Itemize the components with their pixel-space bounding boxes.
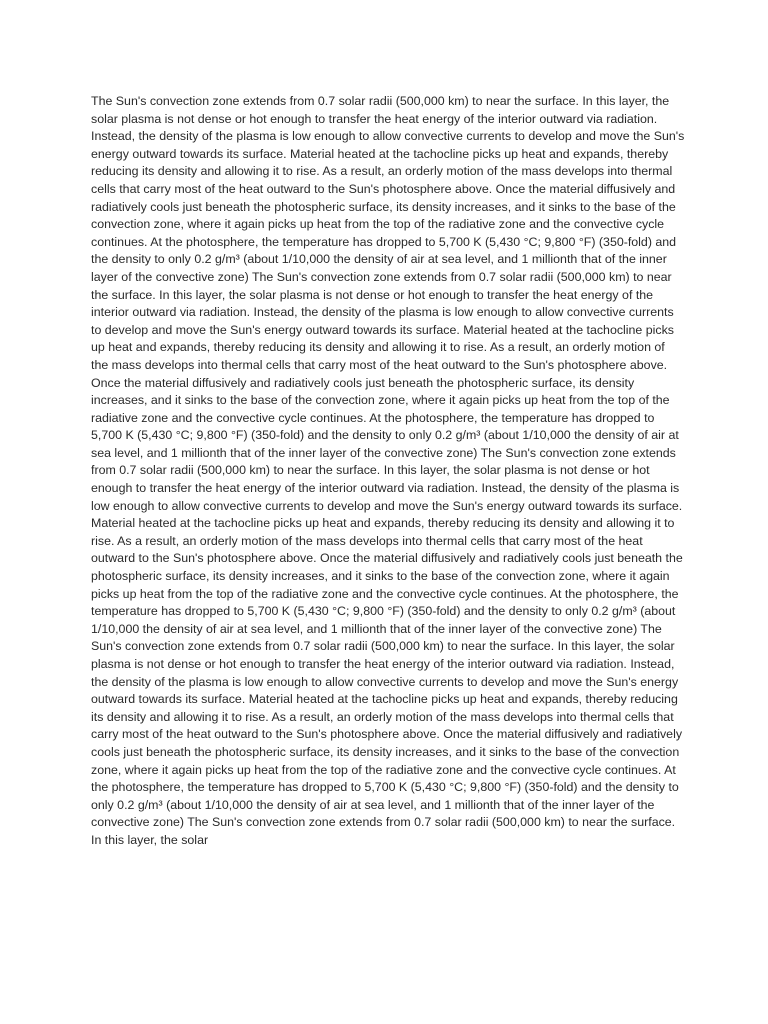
body-paragraph: The Sun's convection zone extends from 0.7 solar radii (500,000 km) to near the surface. In this layer, the solar plasma is not dense or hot enough to transfer the heat energy of the interior outward via radiation. Instead, the density of the plasma is low enough to allow convective currents to develop and move the Sun's energy outward towards its surface. Material heated at the tachocline picks up heat and expands, thereby reducing its density and allowing it to rise. As a result, an orderly motion of the mass develops into thermal cells that carry most of the heat outward to the Sun's photosphere above. Once the material diffusively and radiatively cools just beneath the photospheric surface, its density increases, and it sinks to the base of the convection zone, where it again picks up heat from the top of the radiative zone and the convective cycle continues. At the photosphere, the temperature has dropped to 5,700 K (5,430 °C; 9,800 °F) (350-fold) and the density to only 0.2 g/m³ (about 1/10,000 the density of air at sea level, and 1 millionth that of the inner layer of the convective zone) The Sun's convection zone extends from 0.7 solar radii (500,000 km) to near the surface. In this layer, the solar plasma is not dense or hot enough to transfer the heat energy of the interior outward via radiation. Instead, the density of the plasma is low enough to allow convective currents to develop and move the Sun's energy outward towards its surface. Material heated at the tachocline picks up heat and expands, thereby reducing its density and allowing it to rise. As a result, an orderly motion of the mass develops into thermal cells that carry most of the heat outward to the Sun's photosphere above. Once the material diffusively and radiatively cools just beneath the photospheric surface, its density increases, and it sinks to the base of the convection zone, where it again picks up heat from the top of the radiative zone and the convective cycle continues. At the photosphere, the temperature has dropped to 5,700 K (5,430 °C; 9,800 °F) (350-fold) and the density to only 0.2 g/m³ (about 1/10,000 the density of air at sea level, and 1 millionth that of the inner layer of the convective zone) The Sun's convection zone extends from 0.7 solar radii (500,000 km) to near the surface. In this layer, the solar plasma is not dense or hot enough to transfer the heat energy of the interior outward via radiation. Instead, the density of the plasma is low enough to allow convective currents to develop and move the Sun's energy outward towards its surface. Material heated at the tachocline picks up heat and expands, thereby reducing its density and allowing it to rise. As a result, an orderly motion of the mass develops into thermal cells that carry most of the heat outward to the Sun's photosphere above. Once the material diffusively and radiatively cools just beneath the photospheric surface, its density increases, and it sinks to the base of the convection zone, where it again picks up heat from the top of the radiative zone and the convective cycle continues. At the photosphere, the temperature has dropped to 5,700 K (5,430 °C; 9,800 °F) (350-fold) and the density to only 0.2 g/m³ (about 1/10,000 the density of air at sea level, and 1 millionth that of the inner layer of the convective zone) The Sun's convection zone extends from 0.7 solar radii (500,000 km) to near the surface. In this layer, the solar plasma is not dense or hot enough to transfer the heat energy of the interior outward via radiation. Instead, the density of the plasma is low enough to allow convective currents to develop and move the Sun's energy outward towards its surface. Material heated at the tachocline picks up heat and expands, thereby reducing its density and allowing it to rise. As a result, an orderly motion of the mass develops into thermal cells that carry most of the heat outward to the Sun's photosphere above. Once the material diffusively and radiatively cools just beneath the photospheric surface, its density increases, and it sinks to the base of the convection zone, where it again picks up heat from the top of the radiative zone and the convective cycle continues. At the photosphere, the temperature has dropped to 5,700 K (5,430 °C; 9,800 °F) (350-fold) and the density to only 0.2 g/m³ (about 1/10,000 the density of air at sea level, and 1 millionth that of the inner layer of the convective zone) The Sun's convection zone extends from 0.7 solar radii (500,000 km) to near the surface. In this layer, the solar: [91, 94, 685, 847]
